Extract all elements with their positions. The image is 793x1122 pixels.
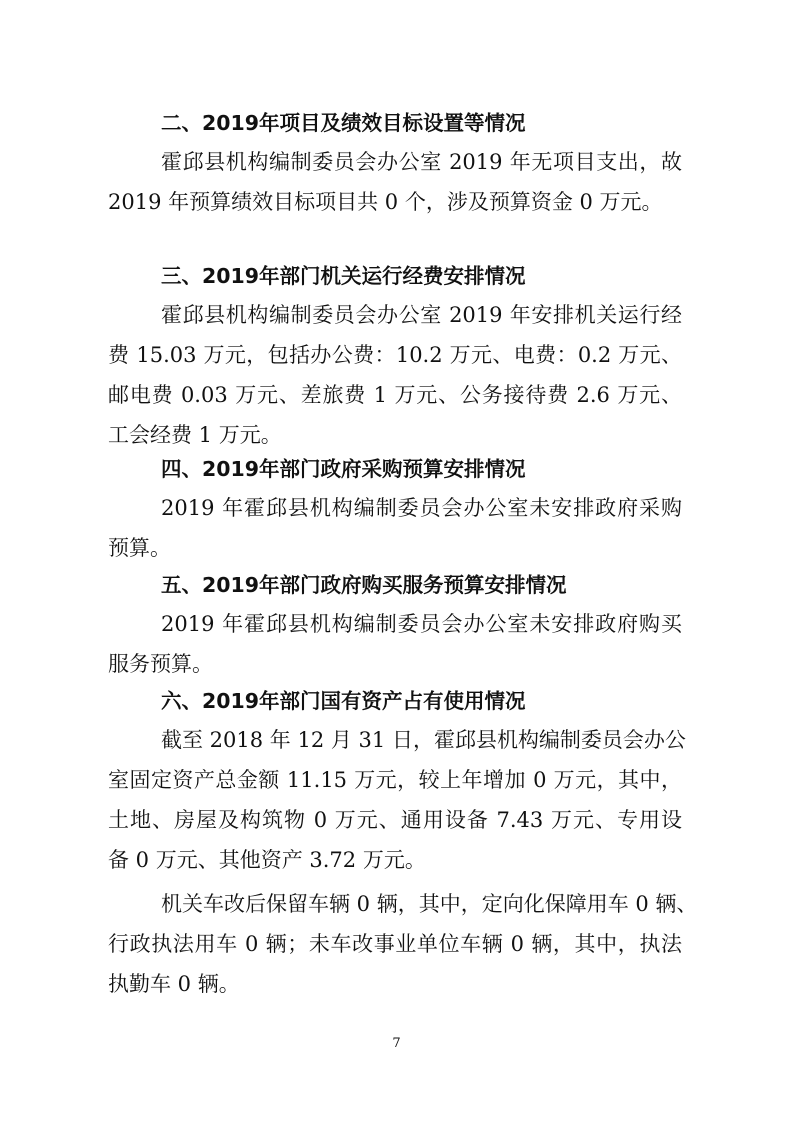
section-heading-procurement: 四、2019年部门政府采购预算安排情况 (161, 457, 526, 481)
paragraph-state-assets (108, 720, 688, 880)
paragraph-vehicles (108, 884, 698, 1004)
text-line: 2019 年预算绩效目标项目共 0 个，涉及预算资金 0 万元。 (108, 190, 663, 214)
text-line: 室固定资产总金额 11.15 万元，较上年增加 0 万元，其中， (108, 768, 682, 792)
text-line: 工会经费 1 万元。 (108, 423, 282, 447)
text-line: 备 0 万元、其他资产 3.72 万元。 (108, 848, 426, 872)
text-line: 2019 年霍邱县机构编制委员会办公室未安排政府采购 (161, 496, 682, 520)
text-line: 霍邱县机构编制委员会办公室 2019 年无项目支出，故 (161, 150, 682, 174)
text-line: 执勤车 0 辆。 (108, 972, 240, 996)
paragraph-project-goals (108, 142, 688, 222)
paragraph-procurement (108, 488, 688, 568)
text-line: 土地、房屋及构筑物 0 万元、通用设备 7.43 万元、专用设 (108, 808, 682, 832)
section-heading-operating-expenses: 三、2019年部门机关运行经费安排情况 (161, 264, 526, 288)
paragraph-purchased-services (108, 604, 688, 684)
page-number: 7 (392, 1036, 401, 1051)
text-line: 邮电费 0.03 万元、差旅费 1 万元、公务接待费 2.6 万元、 (108, 383, 682, 407)
section-heading-purchased-services: 五、2019年部门政府购买服务预算安排情况 (161, 573, 567, 597)
text-line: 费 15.03 万元，包括办公费：10.2 万元、电费：0.2 万元、 (108, 343, 682, 367)
text-line: 截至 2018 年 12 月 31 日，霍邱县机构编制委员会办公 (161, 728, 686, 752)
section-heading-project-goals: 二、2019年项目及绩效目标设置等情况 (161, 111, 526, 135)
text-line: 机关车改后保留车辆 0 辆，其中，定向化保障用车 0 辆、 (161, 892, 698, 916)
text-line: 预算。 (108, 536, 171, 560)
text-line: 霍邱县机构编制委员会办公室 2019 年安排机关运行经 (161, 303, 682, 327)
text-line: 2019 年霍邱县机构编制委员会办公室未安排政府购买 (161, 612, 682, 636)
text-line: 行政执法用车 0 辆；未车改事业单位车辆 0 辆，其中，执法 (108, 932, 682, 956)
section-heading-state-assets: 六、2019年部门国有资产占有使用情况 (161, 689, 526, 713)
paragraph-operating-expenses (108, 295, 688, 455)
text-line: 服务预算。 (108, 652, 213, 676)
